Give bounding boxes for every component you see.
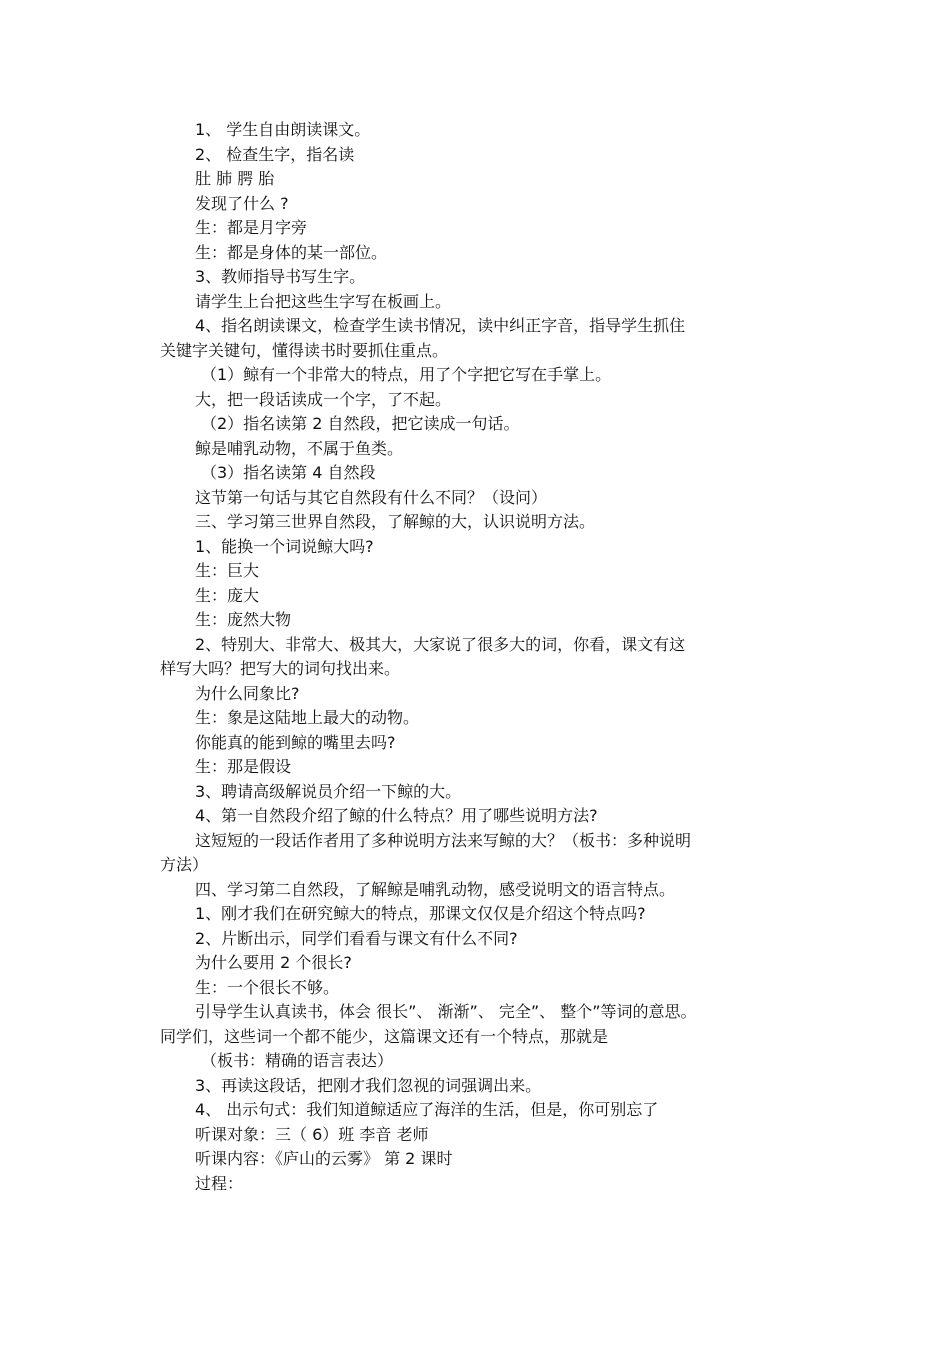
text-line: （3）指名读第 4 自然段 <box>201 463 376 482</box>
text-line: 生：都是月字旁 <box>195 218 308 237</box>
text-line: 生：一个很长不够。 <box>195 977 340 997</box>
text-line: 2、片断出示，同学们看看与课文有什么不同? <box>195 928 518 948</box>
text-line: 样写大吗？把写大的词句找出来。 <box>160 659 401 678</box>
text-line: 肚 肺 腭 胎 <box>195 169 275 188</box>
text-line: 生：那是假设 <box>195 757 292 776</box>
text-line: （板书：精确的语言表达） <box>201 1051 394 1070</box>
text-line: 引导学生认真读书，体会 很长”、 渐渐”、 完全”、 整个”等词的意思。 <box>195 1002 697 1021</box>
text-line: 2、 检查生字，指名读 <box>195 144 355 164</box>
text-line: 为什么同象比? <box>195 683 300 703</box>
text-line: 大，把一段话读成一个字，了不起。 <box>195 389 452 409</box>
text-line: （2）指名读第 2 自然段，把它读成一句话。 <box>201 414 520 433</box>
text-line: 听课内容：《庐山的云雾》 第 2 课时 <box>195 1149 453 1168</box>
text-line: 你能真的能到鲸的嘴里去吗? <box>195 732 396 752</box>
text-line: 鲸是哺乳动物，不属于鱼类。 <box>195 438 404 458</box>
text-line: 3、聘请高级解说员介绍一下鲸的大。 <box>195 781 462 801</box>
text-line: 4、 出示句式：我们知道鲸适应了海洋的生活，但是，你可别忘了 <box>195 1100 659 1119</box>
text-line: 听课对象：三（ 6）班 李音 老师 <box>195 1124 429 1144</box>
text-line: 这短短的一段话作者用了多种说明方法来写鲸的大？（板书：多种说明 <box>195 830 692 850</box>
text-line: 生：巨大 <box>195 561 260 580</box>
text-line: 为什么要用 2 个很长? <box>195 953 352 972</box>
text-line: 1、 学生自由朗读课文。 <box>195 120 371 139</box>
text-line: 4、第一自然段介绍了鲸的什么特点？用了哪些说明方法? <box>195 806 598 825</box>
text-line: 3、再读这段话，把刚才我们忽视的词强调出来。 <box>195 1075 542 1095</box>
text-line: 这节第一句话与其它自然段有什么不同？（设问） <box>195 487 548 507</box>
text-line: 1、刚才我们在研究鲸大的特点，那课文仅仅是介绍这个特点吗? <box>195 904 646 923</box>
text-line: 发现了什么 ? <box>195 193 289 213</box>
text-line: 方法） <box>160 855 209 874</box>
text-line: 生：庞大 <box>195 585 260 605</box>
text-line: 生：庞然大物 <box>195 610 292 629</box>
text-line: 同学们，这些词一个都不能少，这篇课文还有一个特点，那就是 <box>160 1026 609 1046</box>
text-line: 生：象是这陆地上最大的动物。 <box>195 708 420 727</box>
document-body <box>160 118 790 1196</box>
text-line: 关键字关键句，懂得读书时要抓住重点。 <box>160 340 449 360</box>
text-line: 过程： <box>195 1173 244 1193</box>
text-line: 请学生上台把这些生字写在板画上。 <box>195 291 452 311</box>
text-line: 3、教师指导书写生字。 <box>195 267 366 286</box>
text-line: 四、学习第二自然段，了解鲸是哺乳动物，感受说明文的语言特点。 <box>195 879 676 899</box>
text-line: （1）鲸有一个非常大的特点，用了个字把它写在手掌上。 <box>201 365 612 384</box>
text-line: 1、能换一个词说鲸大吗? <box>195 536 374 556</box>
text-line: 4、指名朗读课文，检查学生读书情况，读中纠正字音，指导学生抓住 <box>195 316 686 335</box>
text-line: 生：都是身体的某一部位。 <box>195 242 388 262</box>
text-line: 三、学习第三世界自然段，了解鲸的大，认识说明方法。 <box>195 512 596 531</box>
text-line: 2、特别大、非常大、极其大，大家说了很多大的词，你看，课文有这 <box>195 634 686 654</box>
